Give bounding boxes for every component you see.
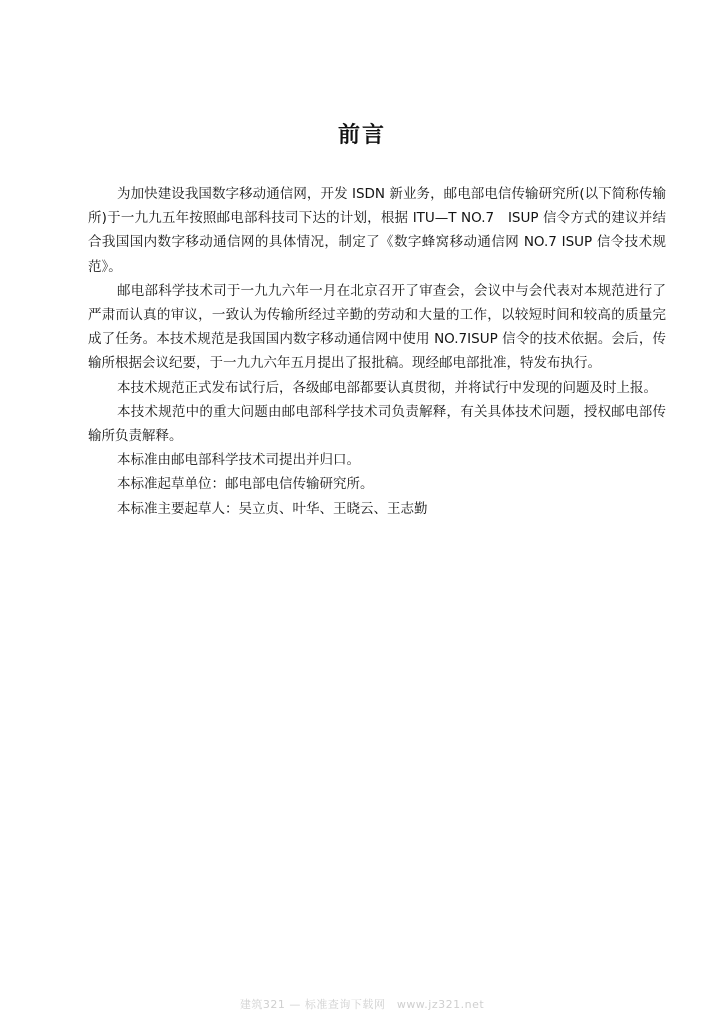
paragraph-review: 邮电部科学技术司于一九九六年一月在北京召开了审查会，会议中与会代表对本规范进行了严肃而认真的审议，一致认为传输所经过辛勤的劳动和大量的工作，以较短时间和较高的质量完成了任务。本技术规范是我国国内数字移动通信网中使用 NO.7ISUP 信令的技术依据。会后，传输所根据会议纪要，于一九九六年五月提出了报批稿。现经邮电部批准，特发布执行。 [88,282,666,372]
body-text [88,182,666,521]
page-title: 前言 [337,123,386,148]
footer-watermark: 建筑321 — 标准查询下载网 www.jz321.net [239,998,485,1011]
paragraph-proposer: 本标准由邮电部科学技术司提出并归口。 [117,452,360,469]
paragraph-intro: 为加快建设我国数字移动通信网，开发 ISDN 新业务，邮电部电信传输研究所(以下简称传输所)于一九九五年按照邮电部科技司下达的计划，根据 ITU—T NO.7 ISUP 信令方式的建议并结合我国国内数字移动通信网的具体情况，制定了《数字蜂窝移动通信网 NO.7 ISUP 信令技术规范》。 [88,186,666,275]
paragraph-implementation: 本技术规范正式发布试行后，各级邮电部都要认真贯彻，并将试行中发现的问题及时上报。 [117,379,657,396]
paragraph-drafters: 本标准主要起草人：吴立贞、叶华、王晓云、王志勤 [117,500,428,517]
paragraph-drafting-unit: 本标准起草单位：邮电部电信传输研究所。 [117,476,374,493]
paragraph-interpretation: 本技术规范中的重大问题由邮电部科学技术司负责解释，有关具体技术问题，授权邮电部传输所负责解释。 [88,403,666,445]
